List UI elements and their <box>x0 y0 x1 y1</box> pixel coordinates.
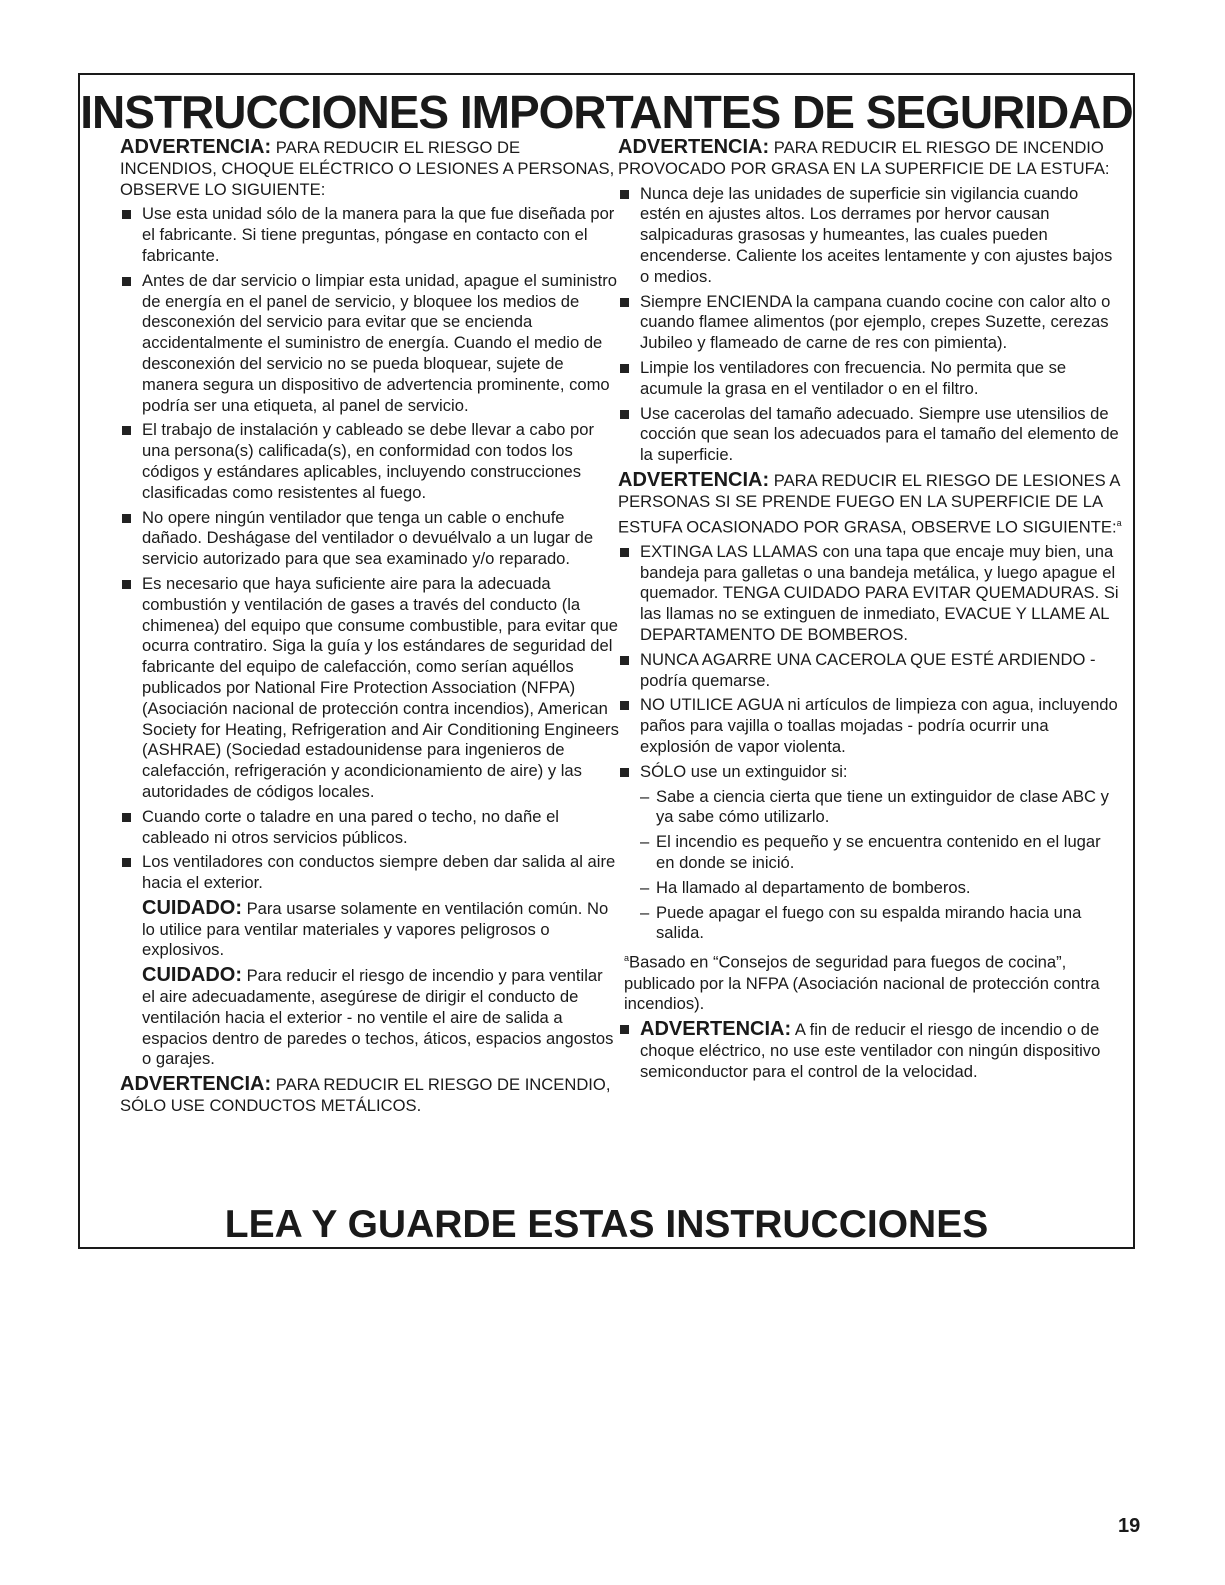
list-item-text: Use esta unidad sólo de la manera para la que fue diseñada por el fabricante. Si tiene preguntas, póngase en contacto con el fabricante. <box>142 204 615 265</box>
warning-text: A fin de reducir el riesgo de incendio o de choque eléctrico, no use este ventilador con ningún dispositivo semiconductor para el control de la velocidad. <box>640 1020 1101 1081</box>
bullet-square-icon <box>620 364 629 373</box>
bullet-square-icon <box>620 701 629 710</box>
list-item-text: Los ventiladores con conductos siempre deben dar salida al aire hacia el exterior. <box>142 852 616 893</box>
bullet-square-icon <box>122 514 131 523</box>
list-item <box>618 1019 1123 1082</box>
list-item-text: Siempre ENCIENDA la campana cuando cocine con calor alto o cuando flamee alimentos (por ejemplo, crepes Suzette, cerezas Jubileo y flameado de carne de res con pimienta). <box>640 291 1111 353</box>
list-item-text: Es necesario que haya suficiente aire para la adecuada combustión y ventilación de gases a través del conducto (la chimenea) del equipo que consume combustible, para evitar que ocurra contratiro. Siga la guía y los estándares de seguridad del fabricante del equipo de calefacción, como serían aquéllos publicados por National Fire Protection Association (NFPA) (Asociación nacional de protección contra incendios), American Society for Heating, Refrigeration and Air Conditioning Engineers (ASHRAE) (Sociedad estadounidense para ingenieros de calefacción, refrigeración y acondicionamiento de aire) y las autoridades de códigos locales. <box>142 573 619 801</box>
list-item-text: EXTINGA LAS LLAMAS con una tapa que encaje muy bien, una bandeja para galletas o una bandeja metálica, y luego apague el quemador. TENGA CUIDADO PARA EVITAR QUEMADURAS. Si las llamas no se extinguen de inmediato, EVACUE Y LLAME AL DEPARTAMENTO DE BOMBEROS. <box>640 541 1119 645</box>
list-item <box>618 292 1123 354</box>
list-item-text: NUNCA AGARRE UNA CACEROLA QUE ESTÉ ARDIENDO - podría quemarse. <box>640 649 1096 690</box>
right-bullet-list-3 <box>618 1019 1123 1082</box>
list-item-text: Antes de dar servicio o limpiar esta unidad, apague el suministro de energía en el panel de servicio, y bloquee los medios de desconexión del servicio para evitar que se encienda accidentalmente el suministro de energía. Cuando el medio de desconexión del servicio no se pueda bloquear, sujete de manera segura un dispositivo de advertencia prominente, como podría ser una etiqueta, al panel de servicio. <box>142 270 618 415</box>
bullet-square-icon <box>620 1025 629 1034</box>
left-bullet-list <box>120 204 620 894</box>
footnote-text: Basado en “Consejos de seguridad para fuegos de cocina”, publicado por la NFPA (Asociación nacional de protección contra incendios). <box>624 952 1100 1014</box>
bullet-square-icon <box>620 548 629 557</box>
bullet-square-icon <box>122 580 131 589</box>
list-item <box>120 271 620 417</box>
list-item <box>618 650 1123 692</box>
footnote <box>624 948 1123 1015</box>
list-item <box>120 852 620 894</box>
dash-icon: – <box>640 877 650 897</box>
list-item-text: Cuando corte o taladre en una pared o techo, no dañe el cableado ni otros servicios públicos. <box>142 806 559 847</box>
caution-label: CUIDADO: <box>142 964 242 987</box>
footnote-marker: a <box>1116 517 1122 528</box>
list-item <box>640 832 1123 874</box>
list-item <box>618 404 1123 466</box>
list-item <box>120 420 620 503</box>
caution-text: Para usarse solamente en ventilación común. No lo utilice para ventilar materiales y vapores peligrosos o explosivos. <box>142 898 609 960</box>
list-item <box>618 184 1123 288</box>
list-item <box>640 878 1123 899</box>
dash-icon: – <box>640 786 650 806</box>
list-item-text: El trabajo de instalación y cableado se debe llevar a cabo por una persona(s) calificada(s), en conformidad con todos los códigos y estándares aplicables, incluyendo construcciones clasificadas como resistentes al fuego. <box>142 420 595 502</box>
bullet-square-icon <box>122 277 131 286</box>
list-item <box>120 574 620 803</box>
page-title: INSTRUCCIONES IMPORTANTES DE SEGURIDAD <box>80 86 1133 138</box>
list-item <box>640 787 1123 829</box>
bullet-square-icon <box>122 813 131 822</box>
warning-label: ADVERTENCIA: <box>120 136 272 158</box>
right-column <box>618 137 1123 1087</box>
warning-metal-ducts <box>120 1074 620 1117</box>
list-item <box>120 204 620 266</box>
caution-label: CUIDADO: <box>142 896 242 919</box>
bullet-square-icon <box>122 858 131 867</box>
warning-text: PARA REDUCIR EL RIESGO DE LESIONES A PERSONAS SI SE PRENDE FUEGO EN LA SUPERFICIE DE LA ESTUFA OCASIONADO POR GRASA, OBSERVE LO SIGUIENTE: <box>618 470 1120 537</box>
bullet-square-icon <box>620 768 629 777</box>
page-number: 19 <box>1118 1515 1141 1537</box>
list-item <box>618 762 1123 783</box>
warning-label: ADVERTENCIA: <box>120 1073 272 1096</box>
dash-icon: – <box>640 902 650 922</box>
list-item-text: SÓLO use un extinguidor si: <box>640 761 848 781</box>
bullet-square-icon <box>122 426 131 435</box>
caution-common-ventilation <box>142 898 620 961</box>
bullet-square-icon <box>620 298 629 307</box>
right-bullet-list-1 <box>618 184 1123 466</box>
warning-grease-injury <box>618 470 1123 538</box>
list-item-text: Use cacerolas del tamaño adecuado. Siempre use utensilios de cocción que sean los adecuados para el tamaño del elemento de la superficie. <box>640 403 1119 465</box>
warning-label: ADVERTENCIA: <box>618 136 770 158</box>
list-item <box>120 508 620 570</box>
list-item-text: El incendio es pequeño y se encuentra contenido en el lugar en donde se inició. <box>656 832 1101 873</box>
list-item-text: Ha llamado al departamento de bomberos. <box>656 877 971 897</box>
safety-box <box>78 73 1135 1249</box>
warning-text: PARA REDUCIR EL RIESGO DE INCENDIO PROVOCADO POR GRASA EN LA SUPERFICIE DE LA ESTUFA: <box>618 138 1110 178</box>
list-item-text: Puede apagar el fuego con su espalda mirando hacia una salida. <box>656 902 1082 943</box>
left-column <box>120 137 620 1121</box>
dash-icon: – <box>640 832 650 852</box>
list-item-text: NO UTILICE AGUA ni artículos de limpieza con agua, incluyendo paños para vajilla o toallas mojadas - podría ocurrir una explosión de vapor violenta. <box>640 695 1118 757</box>
footnote-marker: a <box>624 953 630 964</box>
warning-label: ADVERTENCIA: <box>640 1018 792 1041</box>
list-item <box>640 903 1123 945</box>
warning-label: ADVERTENCIA: <box>618 468 770 491</box>
warning-text: PARA REDUCIR EL RIESGO DE INCENDIOS, CHOQUE ELÉCTRICO O LESIONES A PERSONAS, OBSERVE LO SIGUIENTE: <box>120 138 615 199</box>
list-item-text: Limpie los ventiladores con frecuencia. No permita que se acumule la grasa en el ventilador o en el filtro. <box>640 357 1067 398</box>
bullet-square-icon <box>122 210 131 219</box>
list-item <box>618 358 1123 400</box>
list-item-text: Sabe a ciencia cierta que tiene un extinguidor de clase ABC y ya sabe cómo utilizarlo. <box>656 786 1109 827</box>
extinguisher-conditions-list <box>618 787 1123 945</box>
warning-fire-shock <box>120 137 620 200</box>
save-instructions-title: LEA Y GUARDE ESTAS INSTRUCCIONES <box>224 1203 989 1246</box>
bullet-square-icon <box>620 410 629 419</box>
list-item-text: No opere ningún ventilador que tenga un cable o enchufe dañado. Deshágase del ventilador o devuélvalo a un lugar de servicio autorizado para que sea examinado y/o reparado. <box>142 507 594 569</box>
list-item-text: Nunca deje las unidades de superficie sin vigilancia cuando estén en ajustes altos. Los derrames por hervor causan salpicaduras grasosas y humeantes, las cuales pueden encenderse. Caliente los aceites lentamente y con ajustes bajos o medios. <box>640 183 1113 286</box>
caution-duct-outside <box>142 965 620 1070</box>
right-bullet-list-2 <box>618 542 1123 783</box>
list-item <box>618 695 1123 757</box>
list-item <box>618 542 1123 646</box>
caution-text: Para reducir el riesgo de incendio y para ventilar el aire adecuadamente, asegúrese de dirigir el conducto de ventilación hacia el exterior - no ventile el aire de salida a espacios dentro de paredes o techos, áticos, espacios angostos o garajes. <box>142 966 614 1069</box>
bullet-square-icon <box>620 656 629 665</box>
warning-text: PARA REDUCIR EL RIESGO DE INCENDIO, SÓLO USE CONDUCTOS METÁLICOS. <box>120 1075 611 1116</box>
bullet-square-icon <box>620 190 629 199</box>
list-item <box>120 807 620 849</box>
warning-grease-fire <box>618 137 1123 180</box>
